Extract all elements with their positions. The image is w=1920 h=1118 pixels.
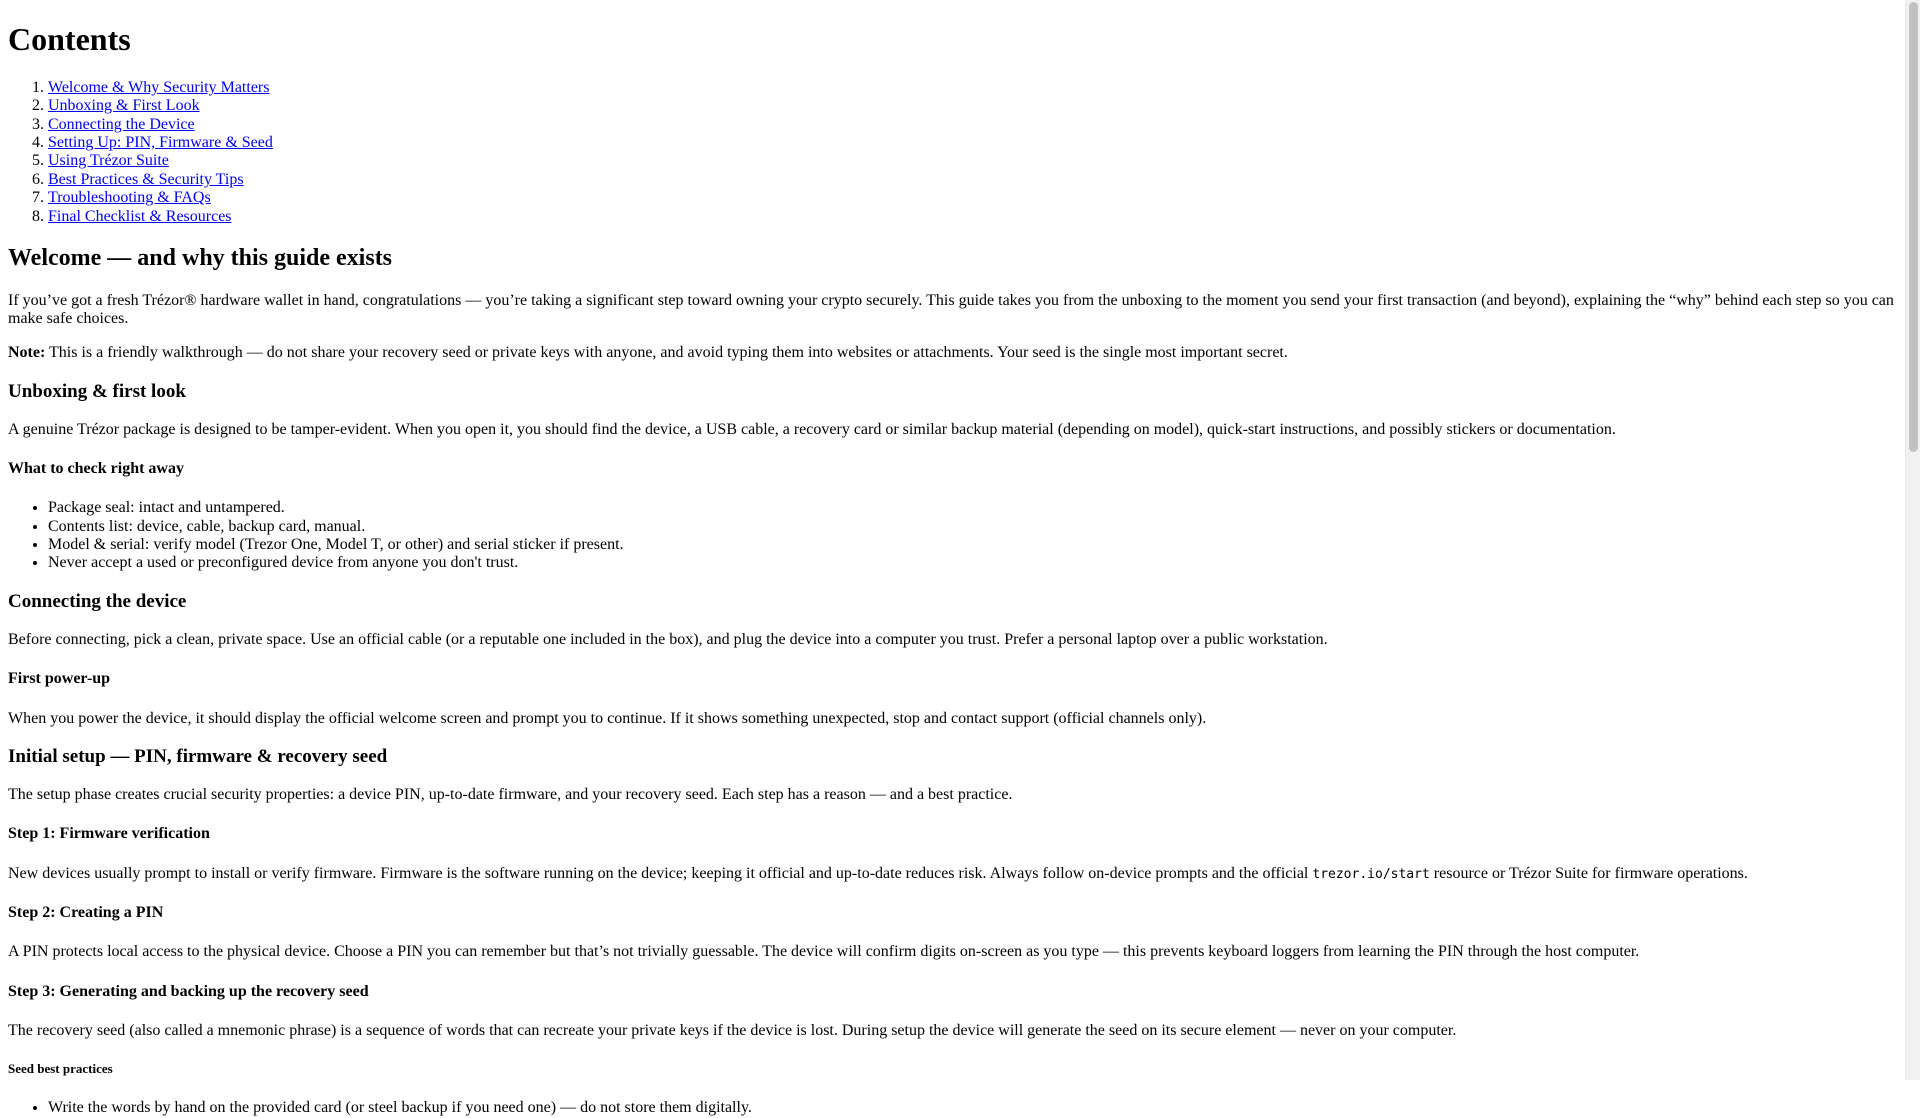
setup-heading: Initial setup — PIN, firmware & recovery seed (8, 745, 388, 767)
seed-practices-list (8, 1099, 1897, 1117)
scrollbar-thumb[interactable] (1909, 2, 1918, 452)
step1-text-before: New devices usually prompt to install or verify firmware. Firmware is the software running on the device; keeping it official and up-to-date reduces risk. Always follow on-device prompts and the official (8, 864, 1313, 882)
check-item: • Package seal: intact and untampered. (48, 499, 1897, 517)
check-heading: What to check right away (8, 459, 184, 477)
toc-link-connecting[interactable]: Connecting the Device (48, 115, 195, 133)
seed-practice-item: • Write the words by hand on the provided card (or steel backup if you need one) — do not store them digitally. (48, 1099, 1897, 1117)
toc-link-setup[interactable]: Setting Up: PIN, Firmware & Seed (48, 133, 273, 151)
powerup-text: When you power the device, it should display the official welcome screen and prompt you to continue. If it shows something unexpected, stop and contact support (official channels only). (8, 709, 1207, 727)
vertical-scrollbar[interactable] (1905, 0, 1920, 1080)
toc-link-suite[interactable]: Using Trézor Suite (48, 152, 169, 170)
step3-heading: Step 3: Generating and backing up the recovery seed (8, 982, 369, 1000)
unboxing-text: A genuine Trézor package is designed to be tamper-evident. When you open it, you should find the device, a USB cable, a recovery card or similar backup material (depending on model), quick-start instructions, and possibly stickers or documentation. (8, 420, 1616, 438)
toc-item (48, 171, 1897, 189)
welcome-note (8, 344, 1897, 362)
powerup-heading: First power-up (8, 670, 111, 688)
step2-heading: Step 2: Creating a PIN (8, 903, 164, 921)
connecting-text: Before connecting, pick a clean, private space. Use an official cable (or a reputable one included in the box), and plug the device into a computer you trust. Prefer a personal laptop over a public workstation. (8, 630, 1328, 648)
connecting-heading: Connecting the device (8, 590, 187, 612)
toc-item (48, 116, 1897, 134)
check-item: • Model & serial: verify model (Trezor One, Model T, or other) and serial sticker if present. (48, 536, 1897, 554)
step1-text-after: resource or Trézor Suite for firmware operations. (1429, 864, 1748, 882)
setup-text: The setup phase creates crucial security properties: a device PIN, up-to-date firmware, and your recovery seed. Each step has a reason — and a best practice. (8, 785, 1013, 803)
toc-title: Contents (8, 21, 131, 57)
toc-link-checklist[interactable]: Final Checklist & Resources (48, 207, 232, 225)
unboxing-heading: Unboxing & first look (8, 380, 186, 402)
toc-link-troubleshooting[interactable]: Troubleshooting & FAQs (48, 189, 211, 207)
note-label: Note: (8, 344, 46, 362)
note-text: This is a friendly walkthrough — do not share your recovery seed or private keys with anyone, and avoid typing them into websites or attachments. Your seed is the single most important secret. (45, 344, 1288, 362)
firmware-url-code: trezor.io/start (1312, 866, 1430, 882)
step1-heading: Step 1: Firmware verification (8, 825, 210, 843)
toc-item (48, 97, 1897, 115)
toc-item (48, 79, 1897, 97)
seed-practices-heading: Seed best practices (8, 1061, 113, 1077)
toc-link-best-practices[interactable]: Best Practices & Security Tips (48, 170, 244, 188)
toc-item (48, 189, 1897, 207)
toc-item (48, 152, 1897, 170)
step3-text: The recovery seed (also called a mnemonic phrase) is a sequence of words that can recreate your private keys if the device is lost. During setup the device will generate the seed on its secure element — never on your computer. (8, 1022, 1457, 1040)
toc-list (8, 79, 1897, 226)
step2-text: A PIN protects local access to the physical device. Choose a PIN you can remember but that’s not trivially guessable. The device will confirm digits on-screen as you type — this prevents keyboard loggers from learning the PIN through the host computer. (8, 943, 1640, 961)
toc-item (48, 208, 1897, 226)
welcome-heading: Welcome — and why this guide exists (8, 244, 393, 271)
toc-link-welcome[interactable]: Welcome & Why Security Matters (48, 78, 270, 96)
check-item: • Contents list: device, cable, backup card, manual. (48, 518, 1897, 536)
toc-item (48, 134, 1897, 152)
check-item: • Never accept a used or preconfigured device from anyone you don't trust. (48, 554, 1897, 572)
check-list (8, 499, 1897, 573)
step1-text (8, 865, 1897, 883)
toc-link-unboxing[interactable]: Unboxing & First Look (48, 97, 200, 115)
welcome-intro: If you’ve got a fresh Trézor® hardware wallet in hand, congratulations — you’re taking a significant step toward owning your crypto securely. This guide takes you from the unboxing to the moment you send your first transaction (and beyond), explaining the “why” behind each step so you can make safe choices. (8, 291, 1894, 327)
